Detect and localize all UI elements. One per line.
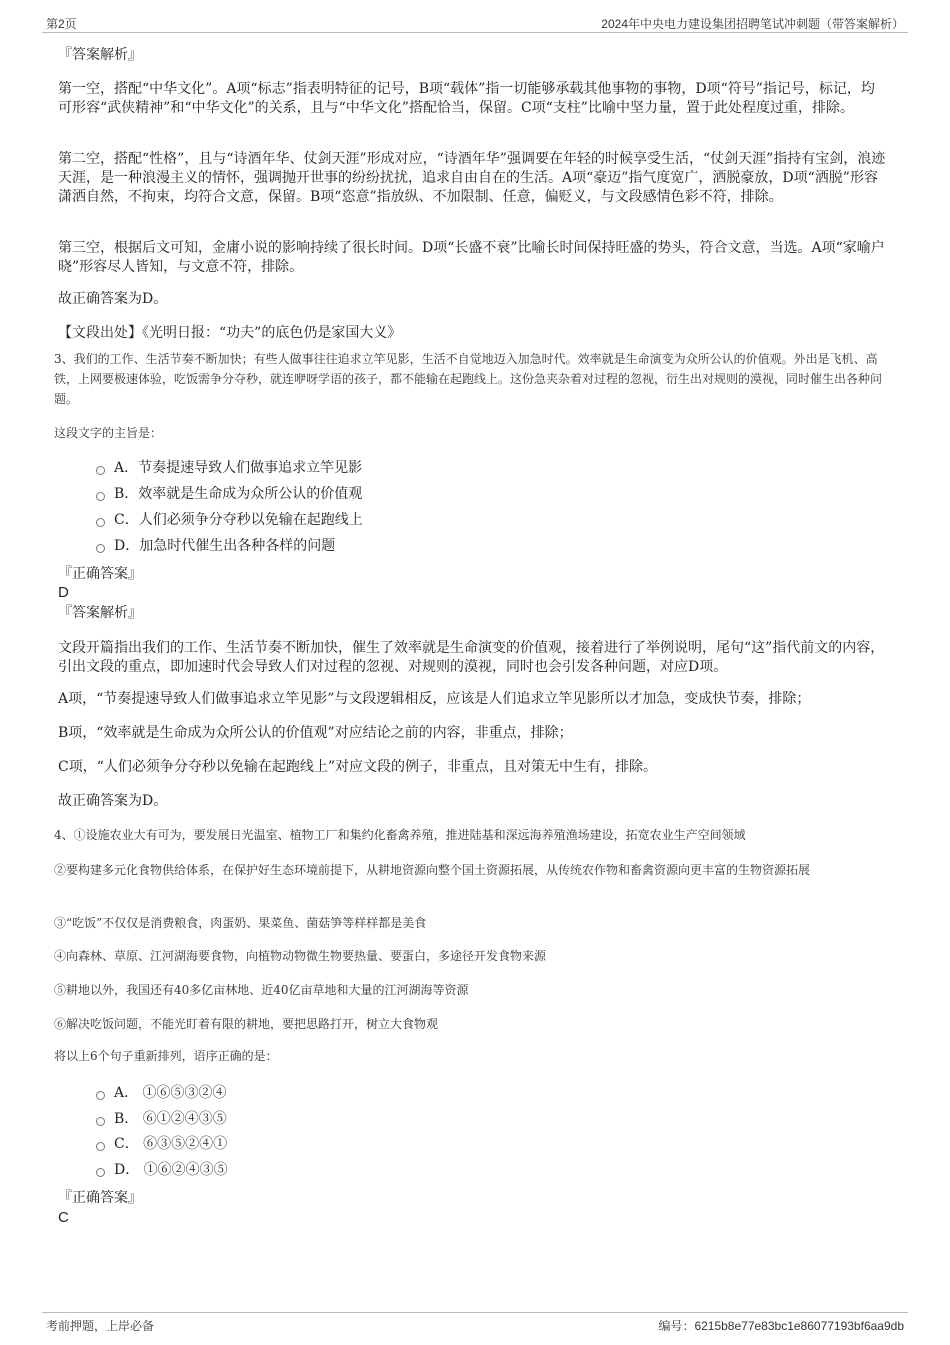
q4-answer: C [58, 1209, 69, 1226]
q3-option-c[interactable] [96, 511, 363, 529]
q4-option-c[interactable] [96, 1135, 227, 1153]
option-label: A．节奏提速导致人们做事追求立竿见影 [114, 460, 363, 476]
footer-slogan: 考前押题，上岸必备 [46, 1319, 155, 1333]
q4-sentence-6: ⑥解决吃饭问题，不能光盯着有限的耕地，要把思路打开，树立大食物观 [54, 1017, 439, 1031]
radio-icon[interactable] [96, 544, 105, 553]
q2-source: 【文段出处】《光明日报：“功夫”的底色仍是家国大义》 [58, 325, 402, 341]
q4-option-a[interactable] [96, 1084, 227, 1102]
q4-answer-label: 『正确答案』 [58, 1190, 142, 1206]
page-number: 第2页 [46, 17, 77, 31]
q4-option-d[interactable] [96, 1161, 228, 1179]
q3-analysis-p3: B项，“效率就是生命成为众所公认的价值观”对应结论之前的内容，非重点，排除； [58, 725, 573, 741]
q3-option-a[interactable] [96, 459, 362, 477]
q2-analysis-label: 『答案解析』 [58, 47, 142, 63]
q4-prompt: 将以上6个句子重新排列，语序正确的是： [54, 1049, 278, 1063]
q3-prompt: 这段文字的主旨是： [54, 426, 163, 440]
option-label: B． ⑥①②④③⑤ [114, 1111, 227, 1127]
document-title: 2024年中央电力建设集团招聘笔试冲刺题（带答案解析） [601, 17, 904, 31]
q3-analysis-label: 『答案解析』 [58, 605, 142, 621]
option-label: A． ①⑥⑤③②④ [114, 1085, 227, 1101]
option-label: B．效率就是生命成为众所公认的价值观 [114, 486, 363, 502]
q3-stem: 3、我们的工作、生活节奏不断加快；有些人做事往往追求立竿见影，生活不自觉地迈入加急时代。效率就是生命演变为众所公认的价值观。外出是飞机、高铁，上网要极速体验，吃饭需争分夺秒，就连咿呀学语的孩子，都不能输在起跑线上。这份急夹杂着对过程的忽视，衍生出对规则的漠视，同时催生出各种问题。 [54, 352, 883, 406]
page-footer [42, 1312, 908, 1339]
option-label: C． ⑥③⑤②④① [114, 1136, 228, 1152]
radio-icon[interactable] [96, 466, 105, 475]
q3-analysis-p4: C项，“人们必须争分夺秒以免输在起跑线上”对应文段的例子，非重点，且对策无中生有，排除。 [58, 759, 658, 775]
q3-answer-label: 『正确答案』 [58, 566, 142, 582]
q3-conclusion: 故正确答案为D。 [58, 793, 168, 809]
q2-conclusion: 故正确答案为D。 [58, 291, 168, 307]
q4-sentence-2: ②要构建多元化食物供给体系，在保护好生态环境前提下，从耕地资源向整个国土资源拓展，从传统农作物和畜禽资源向更丰富的生物资源拓展 [54, 863, 811, 877]
q2-analysis-p2: 第二空，搭配“性格”，且与“诗酒年华、仗剑天涯”形成对应，“诗酒年华”强调要在年轻的时候享受生活，“仗剑天涯”指持有宝剑，浪迹天涯，是一种浪漫主义的情怀，强调抛开世事的纷纷扰扰，追求自由自在的生活。A项“豪迈”指气度宽广，洒脱豪放，D项“洒脱”形容潇洒自然，不拘束，均符合文意，保留。B项“恣意”指放纵、不加限制、任意，偏贬义，与文段感情色彩不符，排除。 [58, 151, 886, 205]
q4-sentence-5: ⑤耕地以外，我国还有40多亿亩林地、近40亿亩草地和大量的江河湖海等资源 [54, 983, 469, 997]
option-label: D．加急时代催生出各种各样的问题 [114, 538, 336, 554]
q3-option-d[interactable] [96, 537, 335, 555]
q3-analysis-p2: A项，“节奏提速导致人们做事追求立竿见影”与文段逻辑相反，应该是人们追求立竿见影所以才加急，变成快节奏，排除； [58, 691, 811, 707]
option-label: C．人们必须争分夺秒以免输在起跑线上 [114, 512, 363, 528]
radio-icon[interactable] [96, 1142, 105, 1151]
q2-analysis-p3: 第三空，根据后文可知，金庸小说的影响持续了很长时间。D项“长盛不衰”比喻长时间保持旺盛的势头，符合文意，当选。A项“家喻户晓”形容尽人皆知，与文意不符，排除。 [58, 240, 885, 275]
q3-answer: D [58, 584, 69, 601]
option-label: D． ①⑥②④③⑤ [114, 1162, 228, 1178]
q4-option-b[interactable] [96, 1110, 227, 1128]
q3-option-b[interactable] [96, 485, 362, 503]
radio-icon[interactable] [96, 492, 105, 501]
q3-analysis-p1: 文段开篇指出我们的工作、生活节奏不断加快，催生了效率就是生命演变的价值观，接着进行了举例说明，尾句“这”指代前文的内容，引出文段的重点，即加速时代会导致人们对过程的忽视、对规则的漠视，同时也会引发各种问题，对应D项。 [58, 640, 885, 675]
page-header [42, 12, 908, 33]
radio-icon[interactable] [96, 518, 105, 527]
q4-sentence-1: 4、①设施农业大有可为，要发展日光温室、植物工厂和集约化畜禽养殖，推进陆基和深远海养殖渔场建设，拓宽农业生产空间领域 [54, 828, 746, 842]
q4-sentence-4: ④向森林、草原、江河湖海要食物，向植物动物微生物要热量、要蛋白，多途径开发食物来源 [54, 949, 547, 963]
q4-sentence-3: ③“吃饭”不仅仅是消费粮食，肉蛋奶、果菜鱼、菌菇笋等样样都是美食 [54, 916, 427, 930]
radio-icon[interactable] [96, 1168, 105, 1177]
q2-analysis-p1: 第一空，搭配“中华文化”。A项“标志”指表明特征的记号，B项“载体”指一切能够承载其他事物的事物，D项“符号”指记号，标记，均可形容“武侠精神”和“中华文化”的关系，且与“中华文化”搭配恰当，保留。C项“支柱”比喻中坚力量，置于此处程度过重，排除。 [58, 81, 875, 116]
document-code: 编号：6215b8e77e83bc1e86077193bf6aa9db [658, 1319, 904, 1333]
radio-icon[interactable] [96, 1091, 105, 1100]
radio-icon[interactable] [96, 1117, 105, 1126]
